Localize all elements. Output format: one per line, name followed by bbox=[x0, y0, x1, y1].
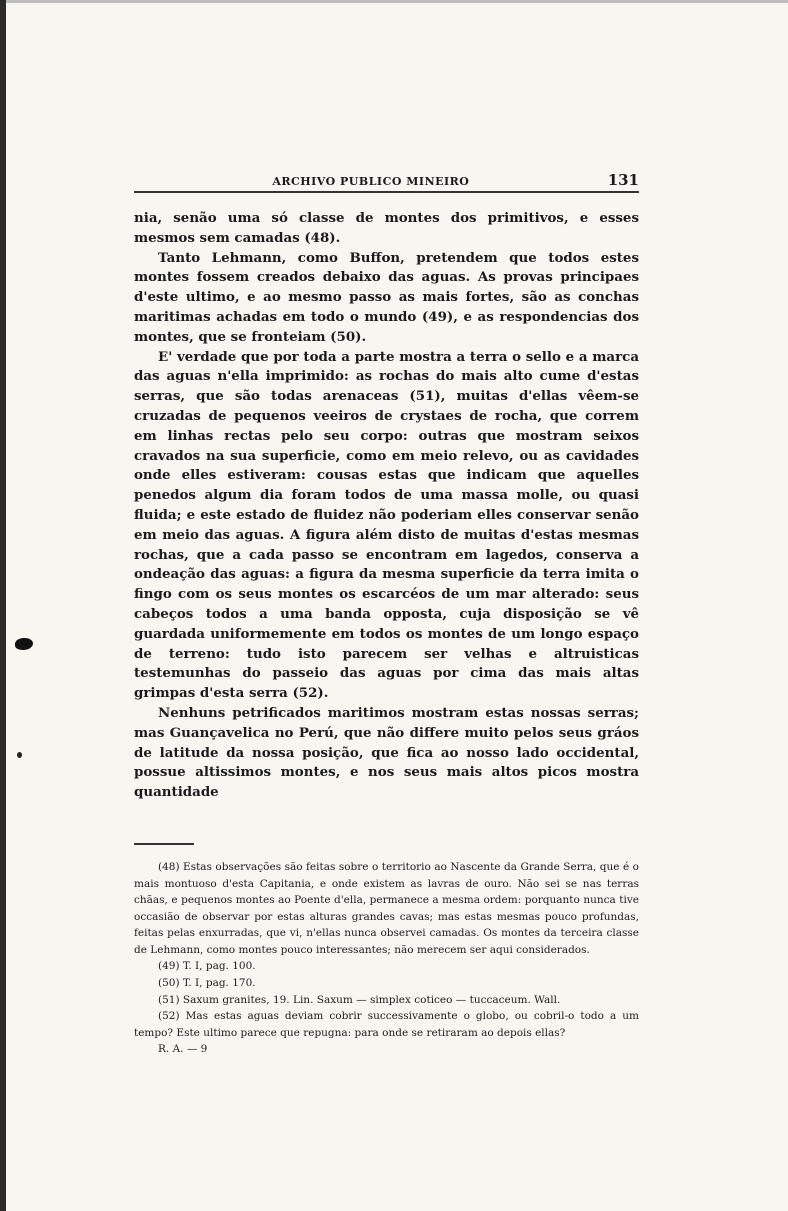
footnote: (50) T. I, pag. 170. bbox=[158, 977, 256, 990]
paragraph: Tanto Lehmann, como Buffon, pretendem que todos estes montes fossem creados debaixo das aguas. As provas principaes d'este ultimo, e ao mesmo passo as mais fortes, são as conchas maritimas achadas em todo o mundo (49), e as respondencias dos montes, que se fronteiam (50). bbox=[134, 249, 639, 345]
footnote: (51) Saxum granites, 19. Lin. Saxum — simplex coticeo — tuccaceum. Wall. bbox=[158, 993, 561, 1006]
book-page bbox=[134, 165, 639, 1058]
scan-left-edge bbox=[0, 0, 6, 1211]
footnote: (48) Estas observações são feitas sobre o territorio ao Nascente da Grande Serra, que é o mais montuoso d'esta Capitania, e onde existem as lavras de ouro. Não sei se nas terras chãas, e pequenos montes ao Poente d'ella, permanece a mesma ordem: porquanto nunca tive occasião de observar por estas alturas grandes cavas; mas estas mesmas pouco profundas, feitas pelas enxurradas, que vi, n'ellas nunca observei camadas. Os montes da terceira classe de Lehmann, como montes pouco interessantes; não merecem ser aqui considerados. bbox=[134, 860, 639, 956]
page-number: 131 bbox=[607, 171, 639, 189]
footnote: (49) T. I, pag. 100. bbox=[158, 960, 256, 973]
footnote: (52) Mas estas aguas deviam cobrir successivamente o globo, ou cobril-o todo a um tempo? Este ultimo parece que repugna: para onde se retiraram ao depois ellas? bbox=[134, 1010, 639, 1039]
footnote-rule bbox=[134, 843, 194, 845]
paragraph: E' verdade que por toda a parte mostra a terra o sello e a marca das aguas n'ella imprimido: as rochas do mais alto cume d'estas serras, que são todas arenaceas (51), muitas d'ellas vêem-se cruzadas de pequenos veeiros de crystaes de rocha, que correm em linhas rectas pelo seu corpo: outras que mostram seixos cravados na sua superficie, como em meio relevo, ou as cavidades onde elles estiveram: cousas estas que indicam que aquelles penedos algum dia foram todos de uma massa molle, ou quasi fluida; e este estado de fluidez não poderiam elles conservar senão em meio das aguas. A figura além disto de muitas d'estas mesmas rochas, que a cada passo se encontram em lagedos, conserva a ondeação das aguas: a figura da mesma superficie da terra imita o fingo com os seus montes os escarcéos de um mar alterado: seus cabeços todos a uma banda opposta, cuja disposição se vê guardada uniformemente em todos os montes de um longo espaço de terreno: tudo isto parecem ser velhas e altruisticas testemunhas do passeio das aguas por cima das mais altas grimpas d'esta serra (52). bbox=[134, 348, 639, 702]
running-head: ARCHIVO PUBLICO MINEIRO bbox=[272, 175, 470, 188]
page-header bbox=[134, 165, 639, 193]
ink-blot bbox=[15, 638, 33, 650]
scan-top-edge bbox=[0, 0, 788, 3]
footnotes bbox=[134, 859, 639, 1058]
paragraph: Nenhuns petrificados maritimos mostram estas nossas serras; mas Guançavelica no Perú, que não differe muito pelos seus gráos de latitude da nossa posição, que fica ao nosso lado occidental, possue altissimos montes, e nos seus mais altos picos mostra quantidade bbox=[134, 704, 639, 801]
signature-mark: R. A. — 9 bbox=[158, 1043, 208, 1056]
body-text bbox=[134, 209, 639, 803]
ink-dot bbox=[17, 752, 22, 758]
paragraph: nia, senão uma só classe de montes dos primitivos, e esses mesmos sem camadas (48). bbox=[134, 210, 639, 246]
